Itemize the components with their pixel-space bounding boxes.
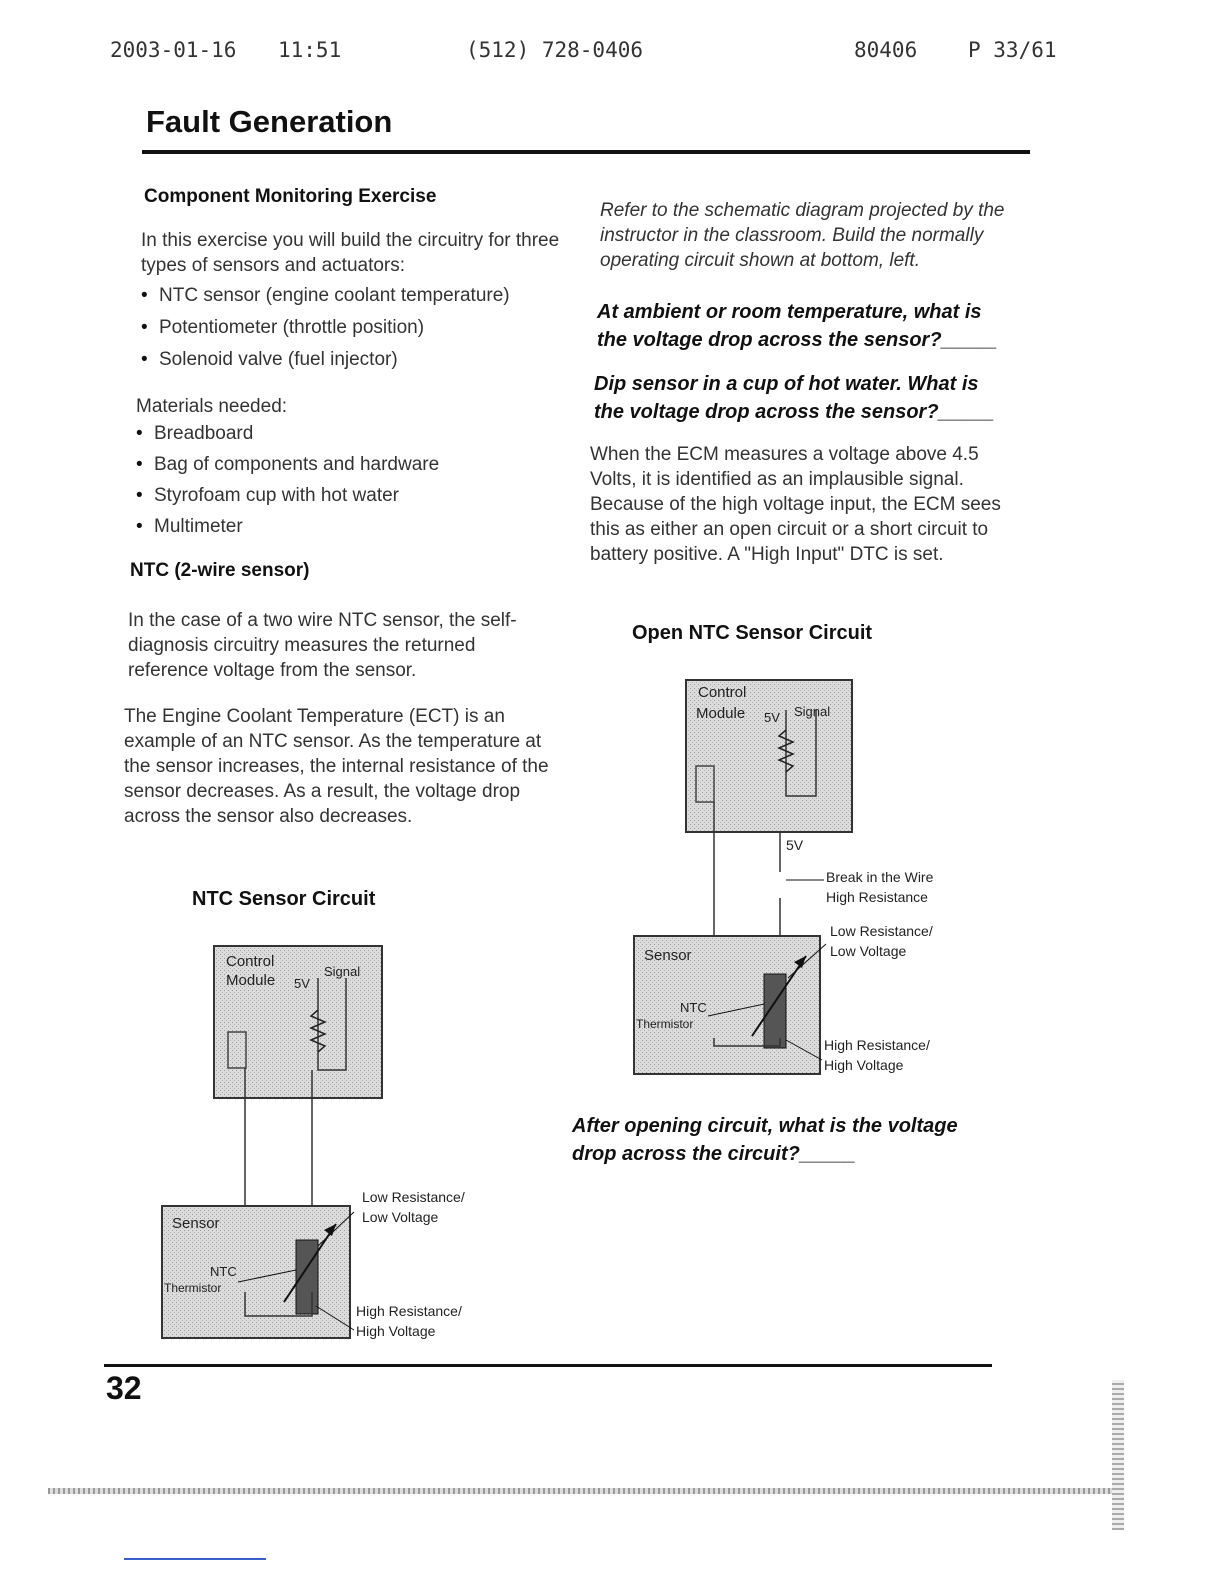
ntc-circuit-diagram bbox=[140, 930, 560, 1360]
scan-side-strip bbox=[1112, 1380, 1124, 1530]
label-thermistor: Thermistor bbox=[164, 1281, 222, 1295]
control-module-box bbox=[686, 680, 852, 832]
label-low-voltage: Low Voltage bbox=[830, 943, 907, 959]
page-number: 32 bbox=[106, 1370, 142, 1406]
question-ambient: At ambient or room temperature, what is the voltage drop across the sensor?_____ bbox=[597, 301, 998, 351]
list-item: • Solenoid valve (fuel injector) bbox=[141, 344, 561, 376]
ntc-paragraph-2: The Engine Coolant Temperature (ECT) is an example of an NTC sensor. As the temperature at the sensor increases, the internal resistance of the sensor decreases. As a result, the voltage drop across the sensor also decreases. bbox=[124, 706, 549, 827]
list-item: • NTC sensor (engine coolant temperature) bbox=[141, 280, 561, 312]
label-module: Module bbox=[226, 972, 276, 989]
page-title: Fault Generation bbox=[146, 104, 393, 139]
footer-rule bbox=[104, 1364, 992, 1367]
fax-time: 11:51 bbox=[278, 38, 342, 62]
fax-code: 80406 bbox=[854, 38, 918, 62]
ntc-thermistor-icon bbox=[764, 974, 786, 1048]
question-open-circuit: After opening circuit, what is the voltage drop across the circuit?_____ bbox=[572, 1115, 958, 1165]
label-sensor: Sensor bbox=[172, 1215, 220, 1232]
label-5v: 5V bbox=[294, 976, 310, 991]
ntc-paragraph-1: In the case of a two wire NTC sensor, the self-diagnosis circuitry measures the returned reference voltage from the sensor. bbox=[128, 610, 517, 681]
label-signal: Signal bbox=[324, 964, 361, 979]
exercise-heading: Component Monitoring Exercise bbox=[144, 186, 437, 207]
fax-date: 2003-01-16 bbox=[110, 38, 237, 62]
instructions-text: Refer to the schematic diagram projected by the instructor in the classroom. Build the normally operating circuit shown at bottom, left. bbox=[600, 200, 1005, 271]
label-module: Module bbox=[696, 705, 746, 722]
label-control: Control bbox=[698, 684, 747, 701]
ntc-circuit-title: NTC Sensor Circuit bbox=[192, 888, 376, 910]
open-ntc-circuit-diagram bbox=[626, 668, 986, 1084]
label-high-voltage: High Voltage bbox=[824, 1057, 904, 1073]
label-ntc: NTC bbox=[210, 1264, 237, 1279]
open-circuit-title: Open NTC Sensor Circuit bbox=[632, 622, 873, 644]
label-signal: Signal bbox=[794, 704, 831, 719]
question-hot-water: Dip sensor in a cup of hot water. What is the voltage drop across the sensor?_____ bbox=[594, 373, 995, 423]
scan-edge-strip bbox=[48, 1488, 1118, 1494]
list-item: • Potentiometer (throttle position) bbox=[141, 312, 561, 344]
label-low-resistance: Low Resistance/ bbox=[830, 923, 933, 939]
ntc-thermistor-icon bbox=[296, 1240, 318, 1314]
label-5v: 5V bbox=[764, 710, 780, 725]
label-sensor: Sensor bbox=[644, 947, 692, 964]
fax-page: P 33/61 bbox=[968, 38, 1057, 62]
list-item: • Styrofoam cup with hot water bbox=[136, 480, 536, 511]
label-high-resistance: High Resistance/ bbox=[824, 1037, 930, 1053]
label-high-resistance: High Resistance/ bbox=[356, 1303, 462, 1319]
label-low-voltage: Low Voltage bbox=[362, 1209, 439, 1225]
label-ntc: NTC bbox=[680, 1000, 707, 1015]
list-item: • Bag of components and hardware bbox=[136, 449, 536, 480]
fax-phone: (512) 728-0406 bbox=[466, 38, 644, 62]
label-5v-wire: 5V bbox=[786, 837, 804, 853]
label-break-in-wire: Break in the Wire bbox=[826, 869, 934, 885]
label-control: Control bbox=[226, 953, 275, 970]
list-item: • Multimeter bbox=[136, 511, 536, 542]
label-break-high-resistance: High Resistance bbox=[826, 889, 928, 905]
sensor-type-list bbox=[141, 280, 561, 376]
list-item: • Breadboard bbox=[136, 418, 536, 449]
ecm-paragraph: When the ECM measures a voltage above 4.5 Volts, it is identified as an implausible signal. Because of the high voltage input, the ECM sees this as either an open circuit or a short circuit to battery positive. A "High Input" DTC is set. bbox=[590, 444, 1001, 565]
label-thermistor: Thermistor bbox=[636, 1017, 694, 1031]
exercise-intro: In this exercise you will build the circuitry for three types of sensors and actuators: bbox=[141, 230, 560, 276]
ntc-heading: NTC (2-wire sensor) bbox=[130, 560, 310, 581]
label-low-resistance: Low Resistance/ bbox=[362, 1189, 465, 1205]
title-rule bbox=[142, 150, 1030, 154]
materials-list bbox=[136, 418, 536, 542]
materials-heading: Materials needed: bbox=[136, 396, 288, 417]
blue-underline-mark bbox=[124, 1558, 266, 1560]
label-high-voltage: High Voltage bbox=[356, 1323, 436, 1339]
